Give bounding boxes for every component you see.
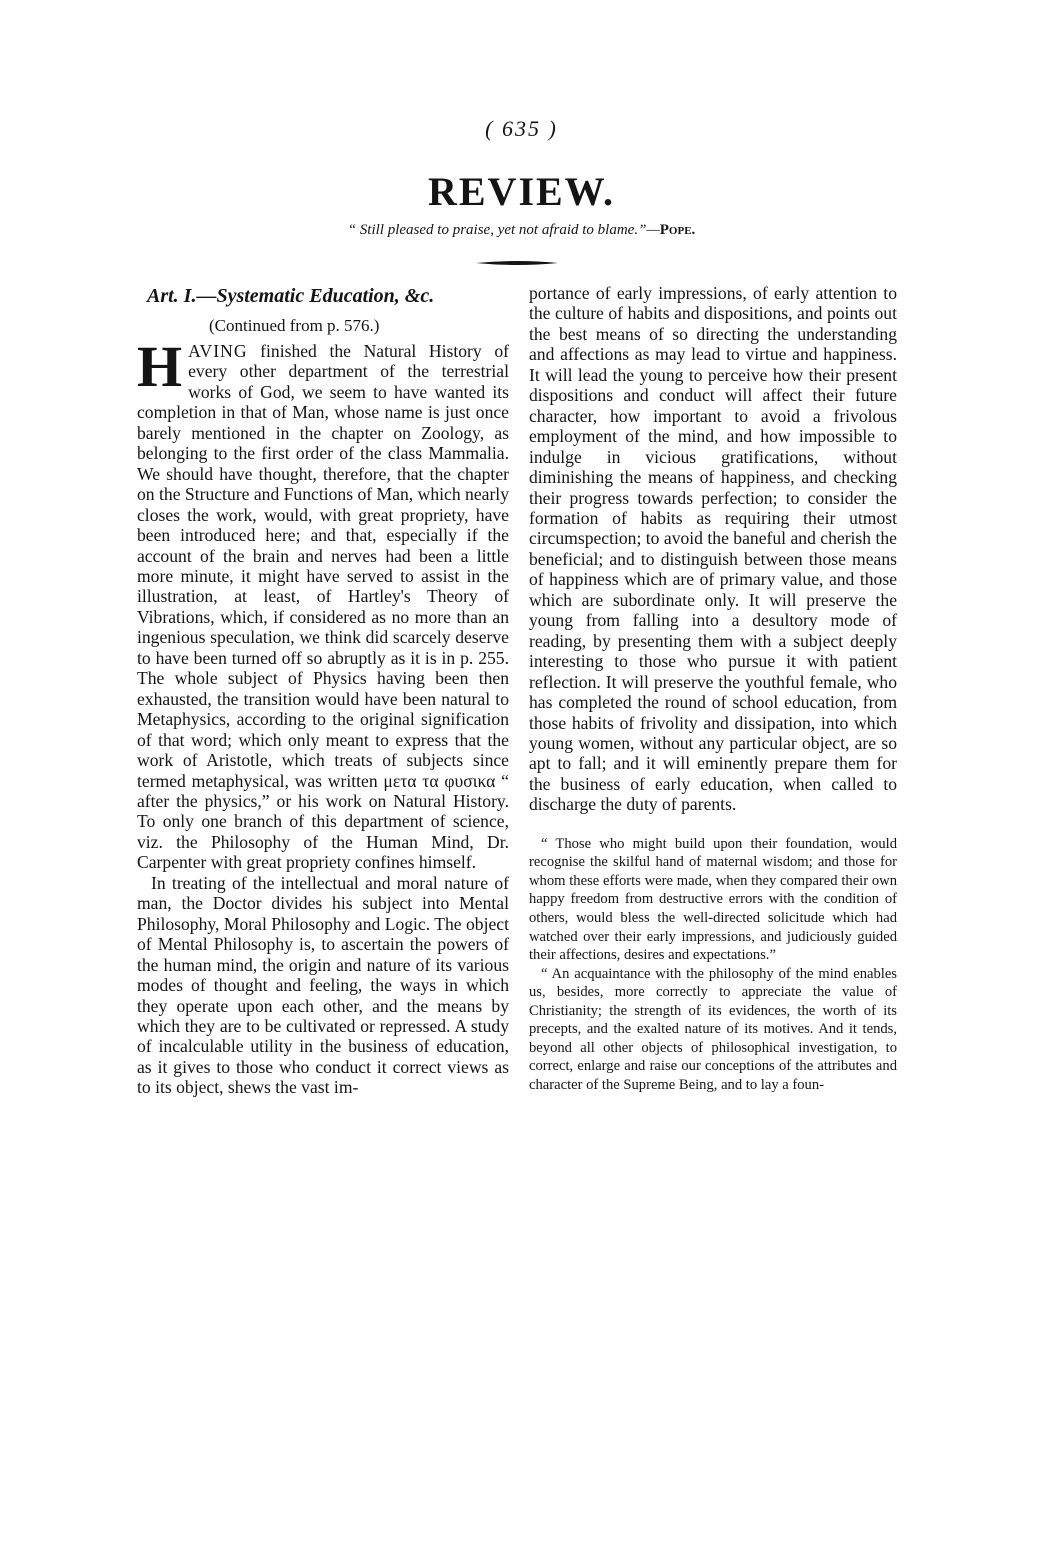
epigraph xyxy=(0,222,1043,239)
article-heading: Art. I.—Systematic Education, &c. xyxy=(147,285,435,307)
page-title: REVIEW. xyxy=(427,169,616,214)
block-quote-1: “ Those who might build upon their foundation, would recognise the skilful hand of maternal wisdom; and those for whom these efforts were made, when they compared their own happy freedom from destructive errors with the condition of others, would bless the well-directed solicitude which had watched over their early impressions, and judiciously guided their affections, desires and expectations.” xyxy=(529,835,897,964)
epigraph-author: Pope. xyxy=(659,222,696,238)
drop-cap: H xyxy=(137,334,183,399)
paragraph-2-start: In treating of the intellectual and moral nature of man, the Doctor divides his subject into Mental Philosophy, Moral Philosophy and Logic. The object of Mental Philosophy is, to ascertain the powers of the human mind, the origin and nature of its various modes of thought and feeling, the ways in which they operate upon each other, and the means by which they are to be cultivated or repressed. A study of incalculable utility in the business of education, as it gives to those who conduct it correct views as to its object, shews the vast im- xyxy=(137,872,509,1098)
continued-note: (Continued from p. 576.) xyxy=(209,316,380,335)
block-quote-2: “ An acquaintance with the philosophy of the mind enables us, besides, more correctly to appreciate the value of Christianity; the strength of its evidences, the worth of its precepts, and the exalted nature of its motives. And it tends, beyond all other objects of philosophical investigation, to correct, enlarge and raise our conceptions of the attributes and character of the Supreme Being, and to lay a foun- xyxy=(529,965,897,1093)
paragraph-2-continued: portance of early impressions, of early attention to the culture of habits and dispositions, and points out the best means of so directing the understanding and affections as may lead to virtue and happiness. It will lead the young to perceive how their present dispositions and conduct will affect their future character, how important to avoid a frivolous employment of the mind, and how impossible to indulge in vicious gratifications, without diminishing the means of happiness, and checking their progress towards perfection; to consider the formation of habits as requiring their utmost circumspection; to avoid the baneful and cherish the beneficial; and to distinguish between those means of happiness which are of primary value, and those which are subordinate only. It will preserve the young from falling into a desultory mode of reading, by presenting them with a subject deeply interesting to those who pursue it with patient reflection. It will preserve the youthful female, who has completed the round of school education, from those habits of frivolity and dissipation, into which young women, without any particular object, are so apt to fall; and it will eminently prepare them for the business of early education, when called to discharge the duty of parents. xyxy=(529,283,897,815)
paragraph-1 xyxy=(137,334,509,873)
epigraph-quote: “ Still pleased to praise, yet not afraid to blame.”— xyxy=(347,222,660,238)
left-column xyxy=(137,283,509,1098)
ornamental-rule xyxy=(476,260,558,266)
page-number: ( 635 ) xyxy=(485,116,558,141)
right-column xyxy=(529,283,897,1094)
paragraph-1-text: finished the Natural History of every other department of the terrestrial works of God, we seem to have wanted its completion in that of Man, whose name is just once barely mentioned in the chapter on Zoology, as belonging to the first order of the class Mammalia. We should have thought, therefore, that the chapter on the Structure and Functions of Man, which nearly closes the work, would, with great propriety, have been introduced here; and that, especially if the account of the brain and nerves had been a little more minute, it might have served to assist in the illustration, at least, of Hartley's Theory of Vibrations, which, if considered as no more than an ingenious speculation, we think did scarcely deserve to have been turned off so abruptly as it is in p. 255. The whole subject of Physics having been then exhausted, the transition would have been natural to Metaphysics, according to the original signification of that word; which only meant to express that the work of Aristotle, which treats of subjects since termed metaphysical, was written μετα τα φυσικα “ after the physics,” or his work on Natural History. To only one branch of this department of science, viz. the Philosophy of the Human Mind, Dr. Carpenter with great propriety confines himself. xyxy=(137,341,509,873)
opening-caps: AVING xyxy=(188,341,248,361)
